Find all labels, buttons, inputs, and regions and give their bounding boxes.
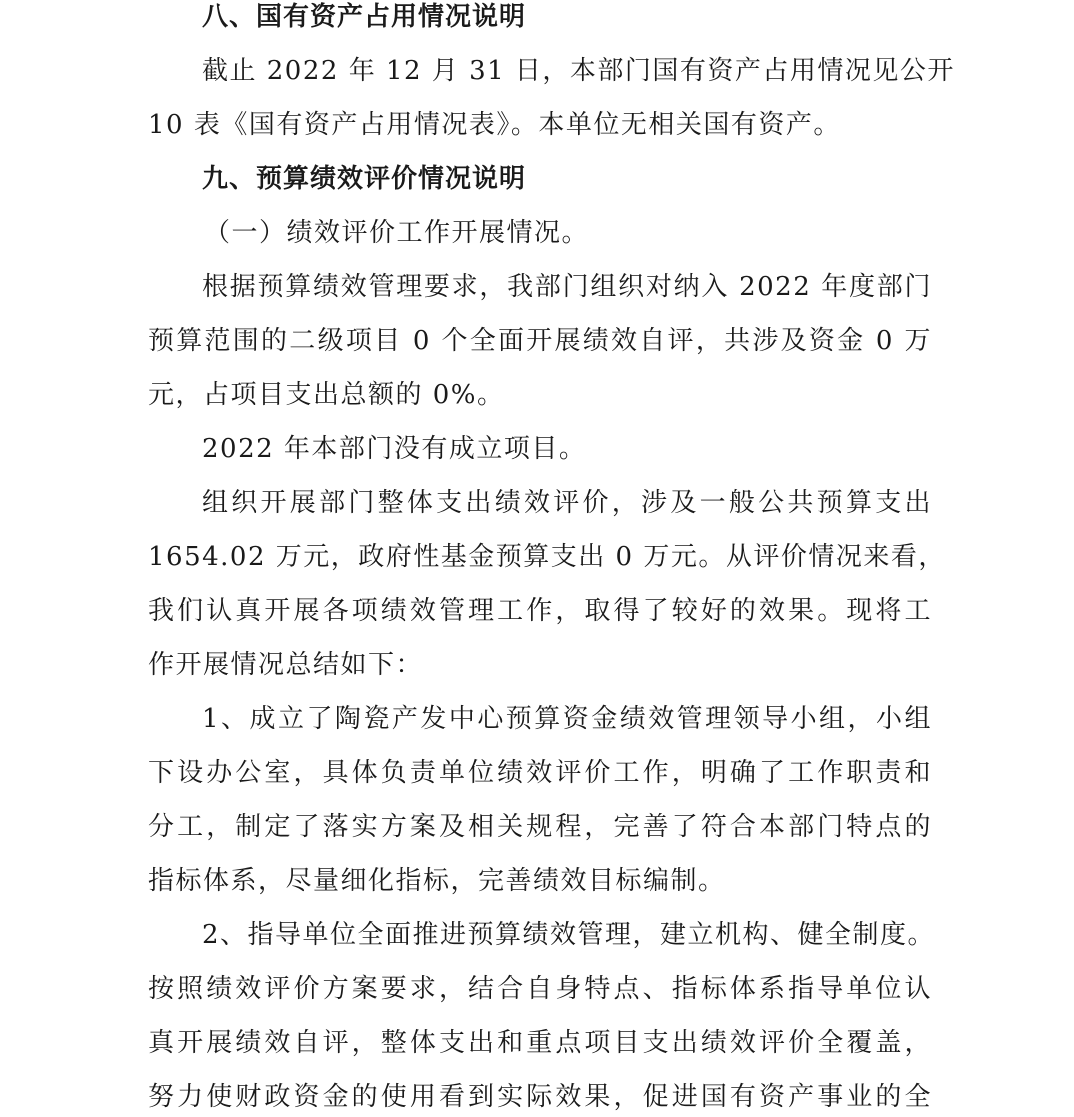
paragraph-line: 元，占项目支出总额的 0%。	[148, 380, 505, 410]
paragraph-line: 分工，制定了落实方案及相关规程，完善了符合本部门特点的	[148, 812, 932, 842]
paragraph-line: 截止 2022 年 12 月 31 日，本部门国有资产占用情况见公开	[202, 56, 955, 86]
paragraph-line: 真开展绩效自评，整体支出和重点项目支出绩效评价全覆盖，	[148, 1028, 932, 1058]
paragraph-line: 按照绩效评价方案要求，结合自身特点、指标体系指导单位认	[148, 974, 932, 1004]
section-heading-8: 八、国有资产占用情况说明	[202, 2, 527, 32]
paragraph-line: 作开展情况总结如下：	[148, 650, 424, 680]
paragraph-line: 1654.02 万元，政府性基金预算支出 0 万元。从评价情况来看，	[148, 542, 946, 572]
paragraph-line: 指标体系，尽量细化指标，完善绩效目标编制。	[148, 866, 726, 896]
subsection-heading: （一）绩效评价工作开展情况。	[204, 218, 590, 248]
paragraph-line: 根据预算绩效管理要求，我部门组织对纳入 2022 年度部门	[202, 272, 932, 302]
paragraph-line: 我们认真开展各项绩效管理工作，取得了较好的效果。现将工	[148, 596, 932, 626]
paragraph-line: 下设办公室，具体负责单位绩效评价工作，明确了工作职责和	[148, 758, 932, 788]
paragraph-line: 10 表《国有资产占用情况表》。本单位无相关国有资产。	[148, 110, 841, 140]
paragraph-line: 2022 年本部门没有成立项目。	[202, 434, 587, 464]
paragraph-line: 2、指导单位全面推进预算绩效管理，建立机构、健全制度。	[202, 920, 936, 950]
paragraph-line: 组织开展部门整体支出绩效评价，涉及一般公共预算支出	[202, 488, 932, 518]
paragraph-line: 预算范围的二级项目 0 个全面开展绩效自评，共涉及资金 0 万	[148, 326, 932, 356]
paragraph-line: 努力使财政资金的使用看到实际效果，促进国有资产事业的全	[148, 1082, 932, 1112]
paragraph-line: 1、成立了陶瓷产发中心预算资金绩效管理领导小组，小组	[202, 704, 932, 734]
section-heading-9: 九、预算绩效评价情况说明	[202, 164, 527, 194]
